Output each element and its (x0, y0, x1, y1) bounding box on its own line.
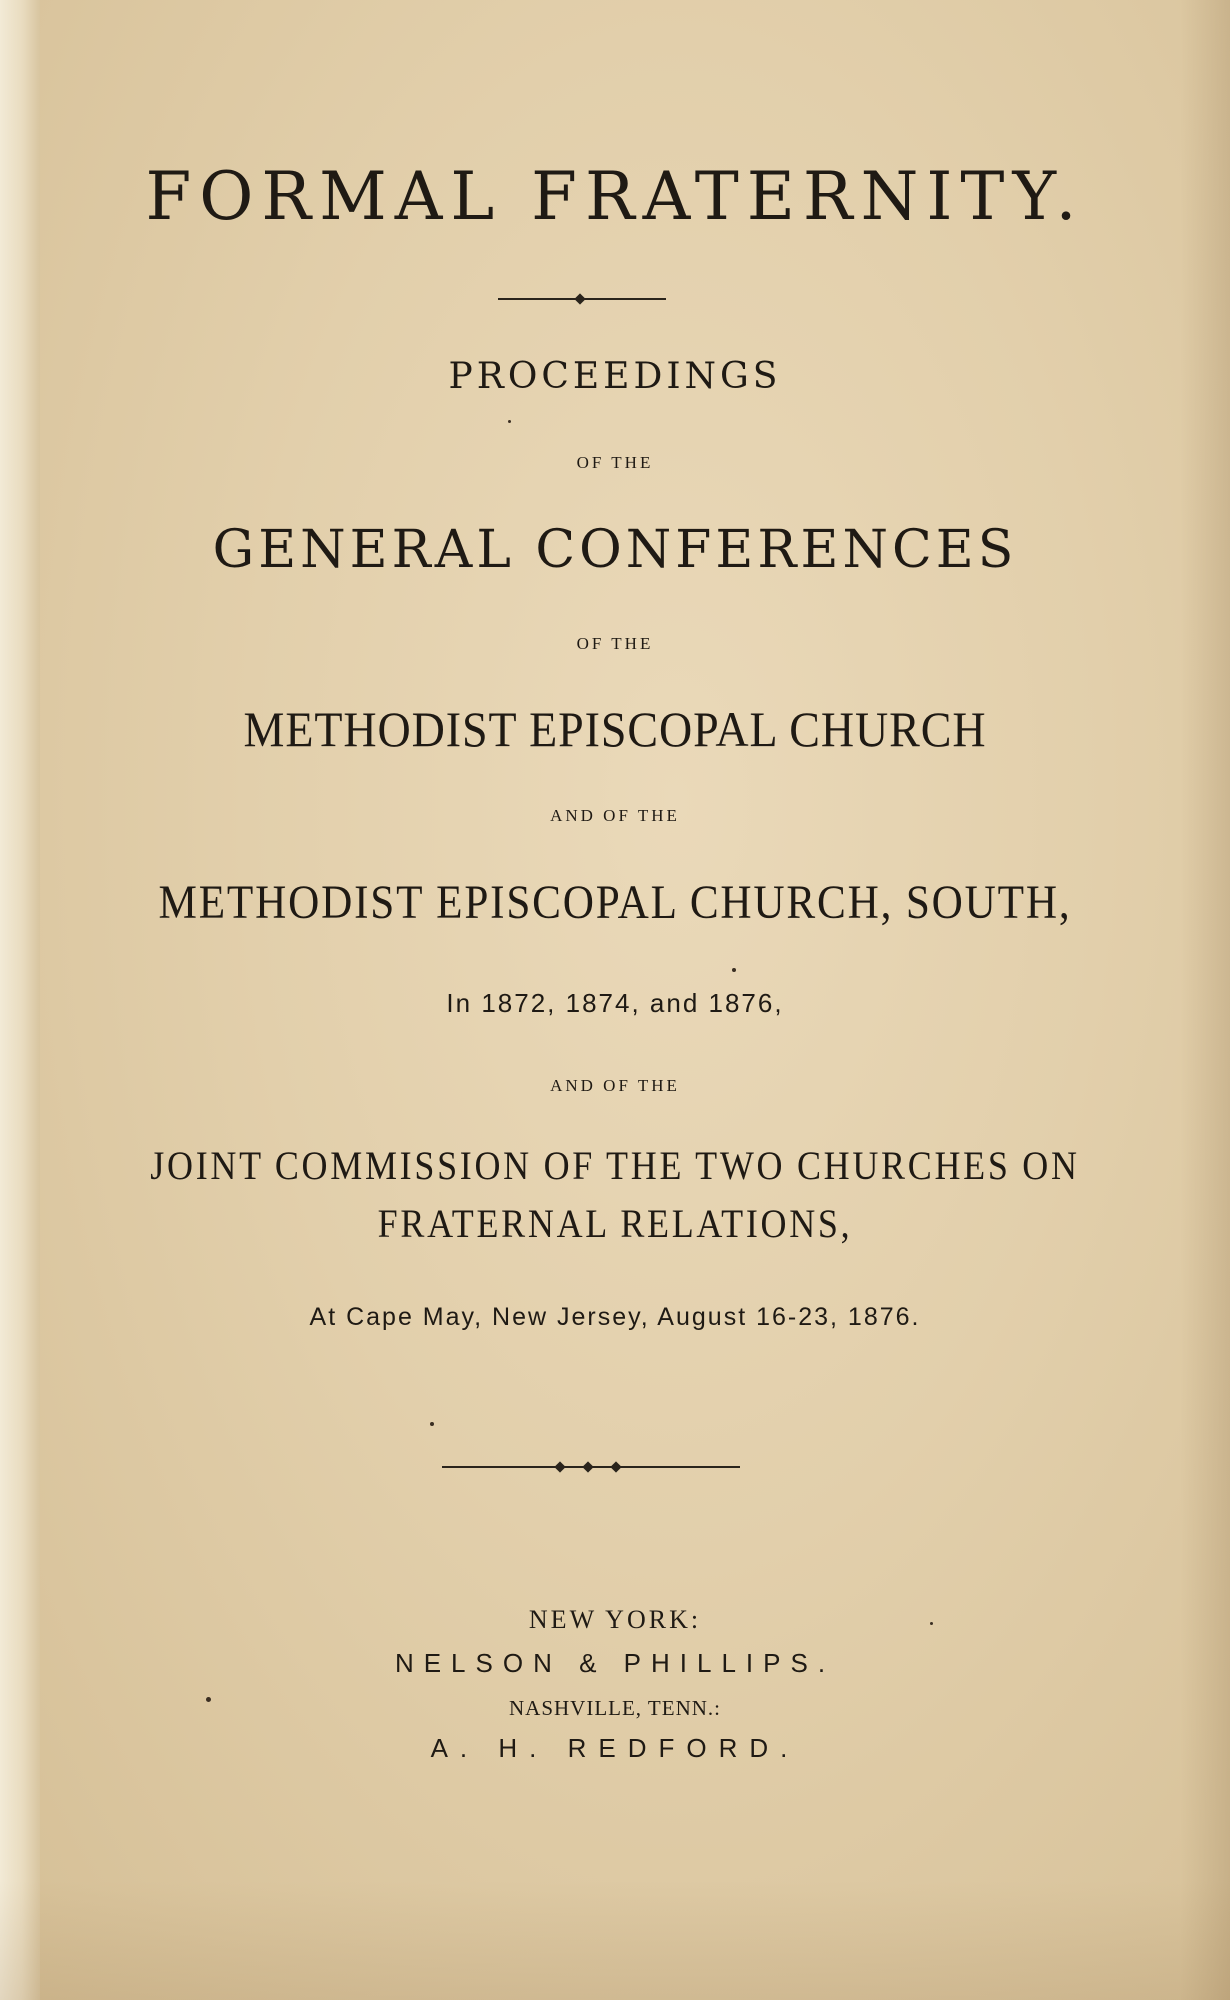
methodist-episcopal-church-heading: METHODIST EPISCOPAL CHURCH (243, 701, 987, 757)
imprint-publisher-nelson-phillips: NELSON & PHILLIPS. (394, 1648, 836, 1678)
methodist-episcopal-church-south-heading: METHODIST EPISCOPAL CHURCH, SOUTH, (158, 876, 1072, 929)
book-title: FORMAL FRATERNITY. (145, 158, 1085, 235)
ink-speck (732, 968, 736, 972)
ink-speck (930, 1622, 933, 1625)
years-line: In 1872, 1874, and 1876, (446, 988, 784, 1018)
imprint-publisher-redford: A. H. REDFORD. (430, 1733, 800, 1763)
and-of-the-connector-2: AND OF THE (550, 1076, 680, 1095)
joint-commission-line-2: FRATERNAL RELATIONS, (377, 1201, 853, 1246)
location-date-line: At Cape May, New Jersey, August 16-23, 1876. (309, 1303, 921, 1331)
proceedings-heading: PROCEEDINGS (448, 356, 782, 397)
imprint-city-nashville: NASHVILLE, TENN.: (508, 1696, 721, 1720)
of-the-connector-1: OF THE (576, 453, 654, 472)
and-of-the-connector-1: AND OF THE (550, 806, 680, 825)
joint-commission-line-1: JOINT COMMISSION OF THE TWO CHURCHES ON (150, 1143, 1080, 1188)
ink-speck (430, 1422, 434, 1426)
ink-speck (508, 420, 511, 423)
general-conferences-heading: GENERAL CONFERENCES (212, 520, 1018, 580)
imprint-city-new-york: NEW YORK: (528, 1605, 702, 1634)
of-the-connector-2: OF THE (576, 634, 654, 653)
page-bottom-wear (0, 1880, 1230, 2000)
ink-speck (206, 1697, 211, 1702)
